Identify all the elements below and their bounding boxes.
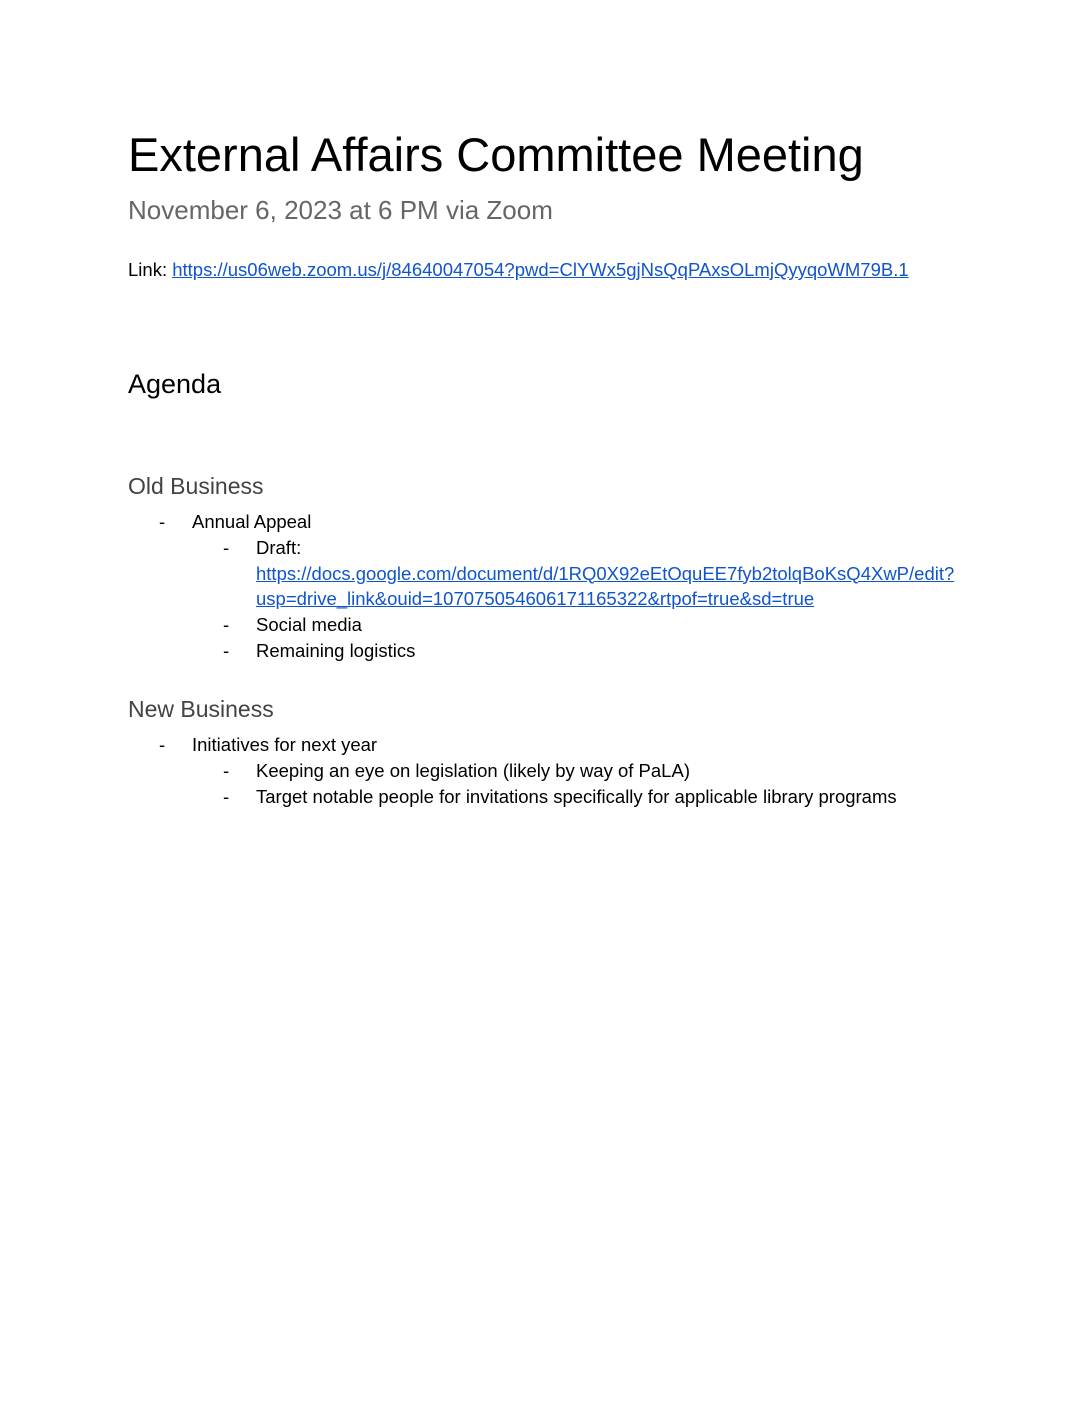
list-item [128, 784, 968, 810]
old-business-heading: Old Business [128, 473, 264, 499]
list-item [128, 535, 968, 612]
new-business-heading: New Business [128, 696, 274, 722]
zoom-link[interactable]: https://us06web.zoom.us/j/84640047054?pwd=ClYWx5gjNsQqPAxsOLmjQyyqoWM79B.1 [172, 259, 909, 280]
list-item-text: Initiatives for next year [192, 734, 378, 755]
list-item [128, 732, 968, 758]
bullet-dash: - [223, 785, 230, 807]
draft-label: Draft: [256, 536, 302, 558]
list-item-text: Annual Appeal [192, 511, 312, 532]
bullet-dash: - [223, 759, 230, 781]
bullet-dash: - [159, 734, 166, 755]
agenda-heading: Agenda [128, 369, 222, 399]
bullet-dash: - [223, 536, 230, 558]
list-item [128, 612, 968, 638]
document-title: External Affairs Committee Meeting [128, 128, 864, 181]
bullet-dash: - [223, 614, 230, 636]
list-item [128, 509, 968, 535]
zoom-link-line [128, 258, 909, 282]
old-business-list [128, 509, 968, 664]
draft-document-link[interactable]: https://docs.google.com/document/d/1RQ0X92eEtOquEE7fyb2tolqBoKsQ4XwP/edit?usp=drive_link&ouid=107075054606171165322&rtpof=true&sd=true [256, 562, 955, 610]
bullet-dash: - [223, 639, 230, 661]
document-subtitle: November 6, 2023 at 6 PM via Zoom [128, 195, 553, 225]
list-item-text: Social media [256, 614, 362, 636]
list-item-text: Target notable people for invitations specifically for applicable library programs [256, 785, 897, 807]
list-item-text: Keeping an eye on legislation (likely by way of PaLA) [256, 759, 690, 781]
list-item-text: Remaining logistics [256, 639, 416, 661]
new-business-list [128, 732, 968, 809]
list-item [128, 638, 968, 664]
list-item [128, 758, 968, 784]
bullet-dash: - [159, 511, 166, 532]
link-label: Link: [128, 259, 173, 280]
